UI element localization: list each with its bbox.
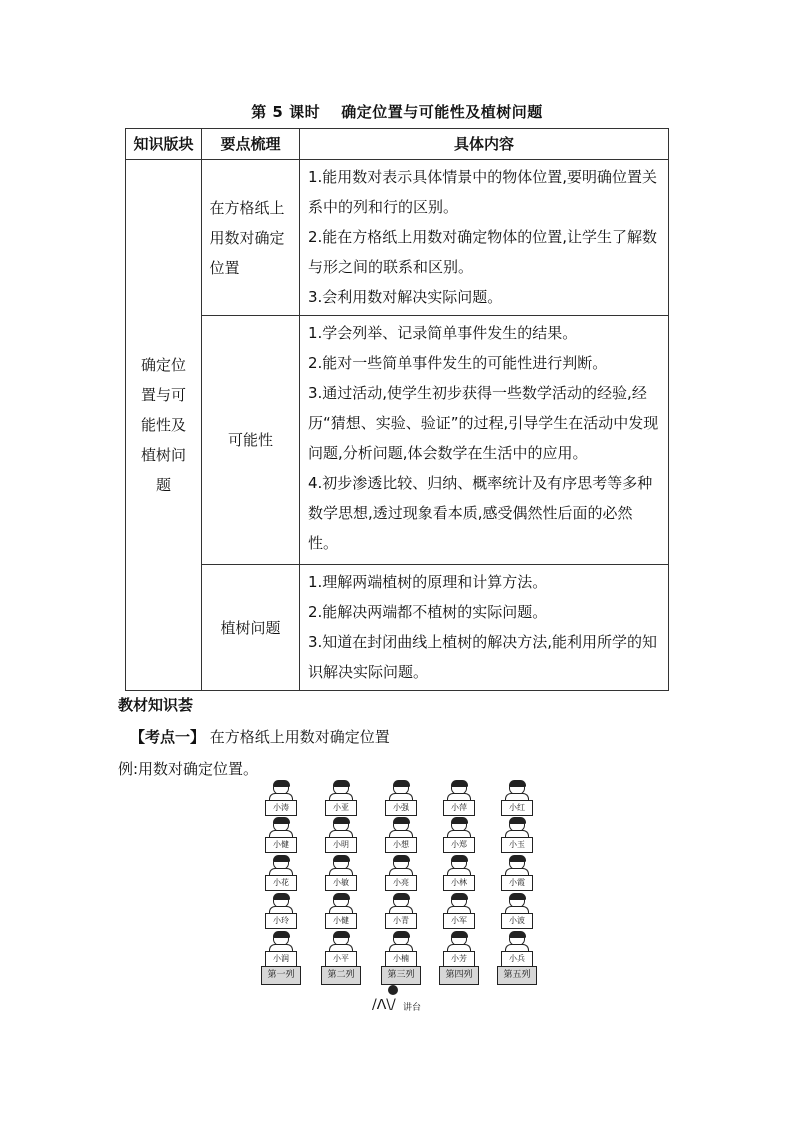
student-nameplate: 小亚 bbox=[325, 800, 357, 816]
key-point-label: 可能性 bbox=[227, 431, 273, 449]
student-hair-icon bbox=[393, 893, 410, 900]
content-item: 1.理解两端植树的原理和计算方法。 bbox=[307, 573, 548, 591]
student-nameplate: 小兵 bbox=[501, 951, 533, 967]
student-hair-icon bbox=[393, 931, 410, 938]
student-hair-icon bbox=[273, 931, 290, 938]
student-seat bbox=[385, 893, 417, 929]
header-key-points: 要点梳理 bbox=[201, 129, 299, 160]
student-nameplate: 小红 bbox=[501, 800, 533, 816]
content-item: 3.通过活动,使学生初步获得一些数学活动的经验,经历“猜想、实验、验证”的过程,引导学生在活动中发现问题,分析问题,体会数学在生活中的应用。 bbox=[307, 384, 659, 462]
teacher-icon bbox=[388, 985, 398, 995]
table-row bbox=[126, 316, 669, 565]
student-seat bbox=[325, 780, 357, 816]
student-hair-icon bbox=[273, 780, 290, 787]
student-hair-icon bbox=[333, 817, 350, 824]
student-hair-icon bbox=[509, 893, 526, 900]
student-hair-icon bbox=[451, 855, 468, 862]
student-seat bbox=[443, 780, 475, 816]
student-seat bbox=[265, 817, 297, 853]
column-label: 第一列 bbox=[261, 966, 301, 985]
student-nameplate: 小健 bbox=[325, 913, 357, 929]
student-nameplate: 小波 bbox=[501, 913, 533, 929]
student-nameplate: 小强 bbox=[385, 800, 417, 816]
student-hair-icon bbox=[393, 817, 410, 824]
student-seat bbox=[265, 780, 297, 816]
student-seat bbox=[443, 893, 475, 929]
student-seat bbox=[385, 817, 417, 853]
content-cell bbox=[299, 160, 668, 316]
student-seat bbox=[385, 931, 417, 967]
student-nameplate: 小林 bbox=[443, 875, 475, 891]
student-hair-icon bbox=[451, 893, 468, 900]
student-seat bbox=[501, 780, 533, 816]
student-nameplate: 小明 bbox=[325, 837, 357, 853]
key-point-cell bbox=[201, 565, 299, 691]
content-item: 1.能用数对表示具体情景中的物体位置,要明确位置关系中的列和行的区别。 bbox=[307, 168, 658, 216]
student-nameplate: 小楠 bbox=[385, 951, 417, 967]
student-seat bbox=[443, 855, 475, 891]
column-label: 第五列 bbox=[497, 966, 537, 985]
content-item: 2.能在方格纸上用数对确定物体的位置,让学生了解数与形之间的联系和区别。 bbox=[307, 228, 658, 276]
kaodian-text: 在方格纸上用数对确定位置 bbox=[209, 728, 390, 746]
student-hair-icon bbox=[273, 893, 290, 900]
student-seat bbox=[325, 855, 357, 891]
column-label: 第三列 bbox=[381, 966, 421, 985]
student-hair-icon bbox=[393, 855, 410, 862]
knowledge-table bbox=[125, 128, 669, 691]
student-nameplate: 小霞 bbox=[501, 875, 533, 891]
student-hair-icon bbox=[333, 780, 350, 787]
student-hair-icon bbox=[509, 931, 526, 938]
student-seat bbox=[501, 855, 533, 891]
section-title: 教材知识荟 bbox=[118, 696, 194, 714]
content-cell bbox=[299, 565, 668, 691]
content-item: 3.知道在封闭曲线上植树的解决方法,能利用所学的知识解决实际问题。 bbox=[307, 633, 658, 681]
content-item: 2.能对一些简单事件发生的可能性进行判断。 bbox=[307, 354, 608, 372]
content-item: 1.学会列举、记录简单事件发生的结果。 bbox=[307, 324, 578, 342]
key-point-label: 植树问题 bbox=[220, 618, 281, 637]
student-nameplate: 小敏 bbox=[325, 875, 357, 891]
student-seat bbox=[501, 893, 533, 929]
student-hair-icon bbox=[333, 855, 350, 862]
key-point-label: 在方格纸上用数对确定位置 bbox=[209, 198, 285, 277]
student-seat bbox=[325, 931, 357, 967]
podium-desk-icon: /ᐱ\/ bbox=[372, 997, 396, 1013]
student-nameplate: 小青 bbox=[385, 913, 417, 929]
column-label: 第四列 bbox=[439, 966, 479, 985]
student-hair-icon bbox=[273, 855, 290, 862]
table-header-row bbox=[126, 129, 669, 160]
content-item: 3.会利用数对解决实际问题。 bbox=[307, 288, 503, 306]
lesson-title: 第 5 课时 确定位置与可能性及植树问题 bbox=[251, 103, 543, 121]
example-text: 例:用数对确定位置。 bbox=[118, 760, 259, 778]
kaodian-label: 【考点一】 bbox=[130, 728, 206, 746]
student-seat bbox=[385, 780, 417, 816]
student-seat bbox=[443, 817, 475, 853]
student-seat bbox=[501, 817, 533, 853]
key-point-cell bbox=[201, 160, 299, 316]
classroom-seating-figure bbox=[255, 780, 545, 1015]
student-seat bbox=[385, 855, 417, 891]
column-label: 第二列 bbox=[321, 966, 361, 985]
podium bbox=[370, 985, 440, 1015]
student-seat bbox=[325, 817, 357, 853]
student-seat bbox=[265, 931, 297, 967]
content-cell bbox=[299, 316, 668, 565]
student-nameplate: 小平 bbox=[325, 951, 357, 967]
table-row bbox=[126, 565, 669, 691]
student-hair-icon bbox=[333, 931, 350, 938]
student-hair-icon bbox=[451, 931, 468, 938]
student-nameplate: 小润 bbox=[265, 951, 297, 967]
student-hair-icon bbox=[509, 855, 526, 862]
student-nameplate: 小涛 bbox=[265, 800, 297, 816]
student-hair-icon bbox=[451, 817, 468, 824]
content-item: 2.能解决两端都不植树的实际问题。 bbox=[307, 603, 548, 621]
student-hair-icon bbox=[509, 780, 526, 787]
student-hair-icon bbox=[451, 780, 468, 787]
student-nameplate: 小玉 bbox=[501, 837, 533, 853]
student-seat bbox=[443, 931, 475, 967]
student-seat bbox=[265, 855, 297, 891]
podium-label: 讲台 bbox=[403, 1003, 422, 1013]
header-content: 具体内容 bbox=[299, 129, 668, 160]
student-seat bbox=[265, 893, 297, 929]
student-nameplate: 小健 bbox=[265, 837, 297, 853]
student-seat bbox=[501, 931, 533, 967]
key-point-cell bbox=[201, 316, 299, 565]
student-hair-icon bbox=[509, 817, 526, 824]
student-hair-icon bbox=[333, 893, 350, 900]
student-hair-icon bbox=[393, 780, 410, 787]
student-nameplate: 小芳 bbox=[443, 951, 475, 967]
student-nameplate: 小亮 bbox=[385, 875, 417, 891]
knowledge-block-label: 确定位置与可能性及植树问题 bbox=[140, 356, 186, 494]
student-nameplate: 小想 bbox=[385, 837, 417, 853]
student-nameplate: 小萍 bbox=[443, 800, 475, 816]
kaodian-heading bbox=[130, 726, 390, 747]
knowledge-block-cell bbox=[126, 160, 202, 691]
student-nameplate: 小军 bbox=[443, 913, 475, 929]
content-item: 4.初步渗透比较、归纳、概率统计及有序思考等多种数学思想,透过现象看本质,感受偶然性后面的必然性。 bbox=[307, 474, 653, 552]
student-hair-icon bbox=[273, 817, 290, 824]
student-nameplate: 小玲 bbox=[265, 913, 297, 929]
student-nameplate: 小花 bbox=[265, 875, 297, 891]
student-seat bbox=[325, 893, 357, 929]
header-knowledge-block: 知识版块 bbox=[126, 129, 202, 160]
table-row bbox=[126, 160, 669, 316]
student-nameplate: 小郑 bbox=[443, 837, 475, 853]
